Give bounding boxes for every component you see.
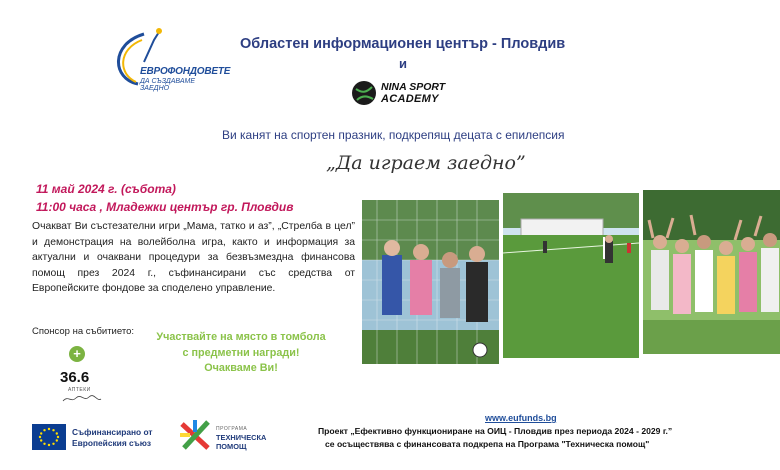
technical-assistance-logo xyxy=(178,418,298,452)
raffle-line-3: Очакваме Ви! xyxy=(204,362,278,374)
event-description: Очакват Ви състезателни игри „Мама, татко и аз”, „Стрелба в цел” и демонстрация на волейболна игра, както и информация за актуални и очаквани процедури за безвъзмездна финансова помощ през 2024 г., съфинансирани със средства от Европейските фондове за споделено управление. xyxy=(32,221,355,294)
eu-cofunded-line2: Европейския съюз xyxy=(72,438,152,448)
tp-program-label: ПРОГРАМА xyxy=(216,426,248,432)
photo-kids-football-goal xyxy=(362,200,499,364)
event-time-place: 11:00 часа , Младежки център гр. Пловдив xyxy=(36,200,294,214)
partner-name-line1: NINA SPORT xyxy=(381,81,446,93)
project-line-2: се осъществява с финансовата подкрепа на Програма "Техническа помощ" xyxy=(325,439,650,449)
raffle-message xyxy=(136,330,346,377)
pharmacy-cross-icon: + xyxy=(69,346,85,362)
partner-name-line2: ACADEMY xyxy=(381,93,439,105)
nina-sport-academy-logo xyxy=(352,80,462,108)
sponsor-logo xyxy=(58,344,118,408)
eufunds-link[interactable]: www.eufunds.bg xyxy=(485,413,557,423)
eufunds-logo-word: ЕВРОФОНДОВЕТЕ xyxy=(140,66,231,77)
raffle-line-2: с предметни награди! xyxy=(182,346,300,359)
eu-cofunded-line1: Съфинансирано от xyxy=(72,427,153,437)
eu-cofunded-logo xyxy=(32,423,162,451)
tp-program-name: ТЕХНИЧЕСКА ПОМОЩ xyxy=(216,433,267,451)
eufunds-logo-slogan: ДА СЪЗДАВАМЕ ЗАЕДНО xyxy=(140,78,196,92)
eu-flag-icon xyxy=(32,424,66,450)
sponsor-label: Спонсор на събитието: xyxy=(32,326,134,337)
event-date: 11 май 2024 г. (събота) xyxy=(36,182,176,196)
photo-football-pitch xyxy=(503,193,639,358)
tennis-ball-icon xyxy=(352,81,376,105)
sponsor-logo-number: 36.6 xyxy=(60,369,90,386)
event-name: „Да играем заедно” xyxy=(326,152,526,174)
title-conjunction: и xyxy=(399,56,407,71)
technical-assistance-x-icon xyxy=(178,418,214,452)
eufunds-logo xyxy=(104,24,231,94)
project-line-1: Проект „Ефективно функциониране на ОИЦ - Пловдив през периода 2024 - 2029 г.” xyxy=(318,426,673,436)
sponsor-logo-sub: АПТЕКИ xyxy=(68,387,91,393)
raffle-line-1: Участвайте на място в томбола xyxy=(156,331,326,343)
photo-kids-group-cheering xyxy=(643,190,780,354)
signature-icon xyxy=(62,394,102,404)
invitation-text: Ви канят на спортен празник, подкрепящ децата с епилепсия xyxy=(222,128,565,142)
page-title: Областен информационен център - Пловдив xyxy=(240,36,566,52)
